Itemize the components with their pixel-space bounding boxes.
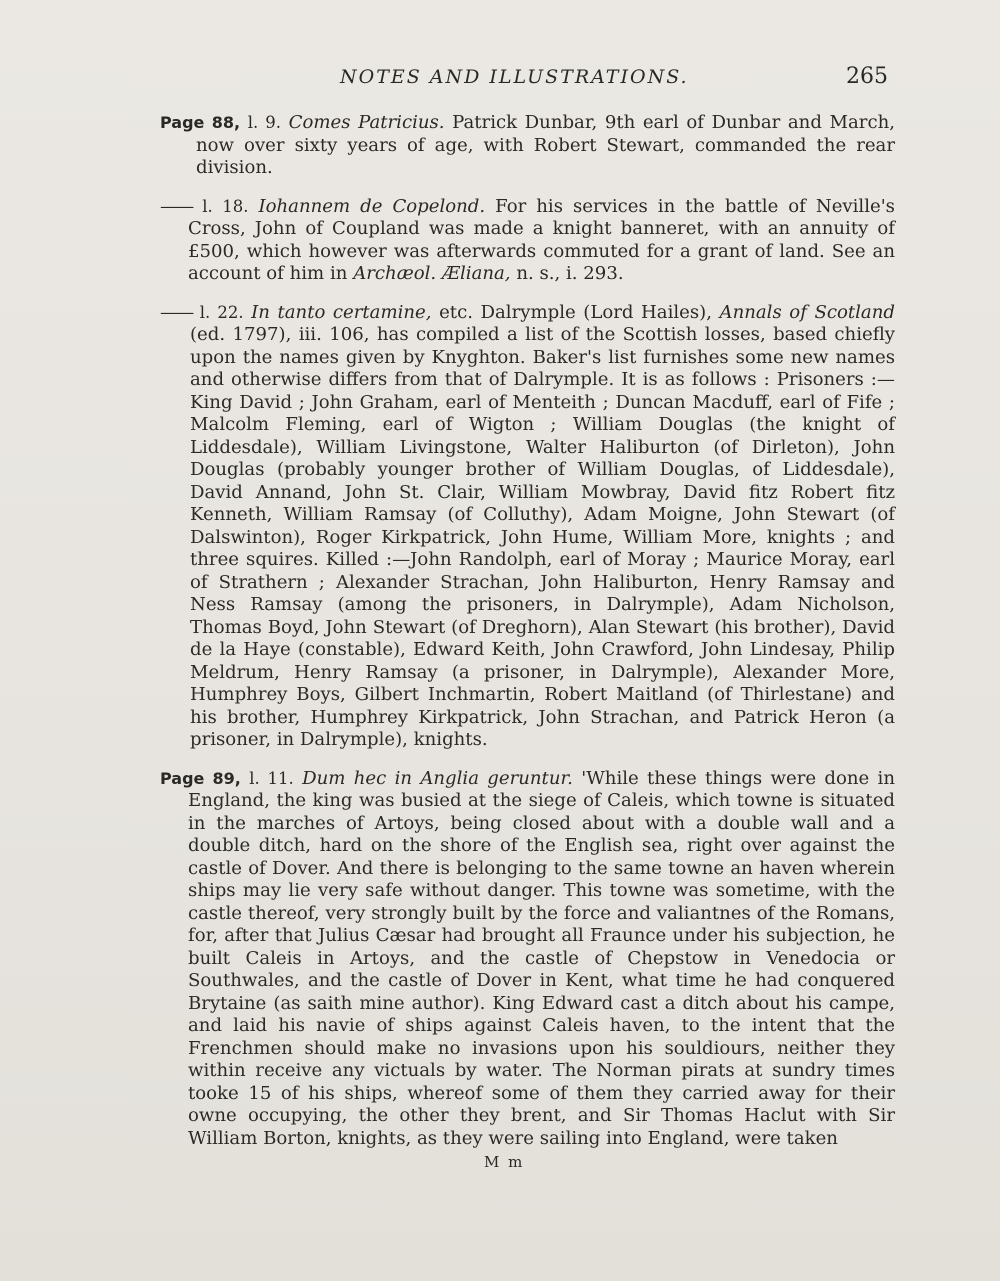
note-line: l. 22. (199, 302, 244, 322)
note-lemma: Comes Patricius. (288, 112, 445, 133)
note-text-a: etc. Dalrymple (Lord Hailes), (439, 301, 712, 323)
note-page-88-line-9 (160, 112, 895, 180)
note-line: l. 9. (247, 113, 282, 132)
note-italic-ref: Annals of Scotland (719, 301, 895, 323)
running-title: NOTES AND ILLUSTRATIONS. (340, 66, 689, 88)
note-line: l. 11. (249, 768, 294, 788)
note-line-18 (160, 196, 895, 286)
page-number: 265 (846, 64, 888, 89)
note-italic-ref: Archæol. Æliana, (353, 263, 511, 284)
note-line: l. 18. (202, 196, 249, 216)
note-text: For his services in the battle of Neville's Cross, John of Coupland was made a knight banneret, with an annuity of £500, which however was afterwards commuted for a grant of land. See an account of him in (188, 195, 895, 284)
notes-body (160, 112, 895, 1166)
note-ref-dash: —— (160, 301, 193, 323)
note-ref: Page 89, (160, 768, 241, 788)
note-text-end: n. s., i. 293. (516, 263, 624, 284)
note-page-89-line-11 (160, 768, 895, 1151)
note-lemma: Iohannem de Copelond. (258, 195, 486, 217)
note-ref-dash: —— (160, 195, 193, 217)
note-ref: Page 88, (160, 113, 241, 132)
note-lemma: Dum hec in Anglia geruntur. (302, 767, 573, 789)
note-text-b: (ed. 1797), iii. 106, has compiled a list of the Scottish losses, based chiefly upon the names given by Knyghton. Baker's list furnishes some new names and otherwise differs from that of Dalrymple. It is as follows : Prisoners :—King David ; John Graham, earl of Menteith ; Duncan Macduff, earl of Fife ; Malcolm Fleming, earl of Wigton ; William Douglas (the knight of Liddesdale), William Livingstone, Walter Haliburton (of Dirleton), John Douglas (probably younger brother of William Douglas, of Liddesdale), David Annand, John St. Clair, William Mowbray, David fitz Robert fitz Kenneth, William Ramsay (of Colluthy), Adam Moigne, John Stewart (of Dalswinton), Roger Kirkpatrick, John Hume, William More, knights ; and three squires. Killed :—John Randolph, earl of Moray ; Maurice Moray, earl of Strathern ; Alexander Strachan, John Haliburton, Henry Ramsay and Ness Ramsay (among the prisoners, in Dalrymple), Adam Nicholson, Thomas Boyd, John Stewart (of Dreghorn), Alan Stewart (his brother), David de la Haye (constable), Edward Keith, John Crawford, John Lindesay, Philip Meldrum, Henry Ramsay (a prisoner, in Dalrymple), Alexander More, Humphrey Boys, Gilbert Inchmartin, Robert Maitland (of Thirlestane) and his brother, Humphrey Kirkpatrick, John Strachan, and Patrick Heron (a prisoner, in Dalrymple), knights. (190, 324, 895, 750)
note-text: Patrick Dunbar, 9th earl of Dunbar and March, now over sixty years of age, with Robert Stewart, commanded the rear division. (196, 112, 895, 178)
signature-mark: M m (484, 1153, 525, 1171)
note-lemma: In tanto certamine, (251, 301, 432, 323)
note-text: 'While these things were done in England, the king was busied at the siege of Caleis, which towne is situated in the marches of Artoys, being closed about with a double wall and a double ditch, hard on the shore of the English sea, right over against the castle of Dover. And there is belonging to the same towne an haven wherein ships may lie very safe without danger. This towne was sometime, with the castle thereof, very strongly built by the force and valiantnes of the Romans, for, after that Julius Cæsar had brought all Fraunce under his subjection, he built Caleis in Artoys, and the castle of Chepstow in Venedocia or Southwales, and the castle of Dover in Kent, what time he had conquered Brytaine (as saith mine author). King Edward cast a ditch about his campe, and laid his navie of ships against Caleis haven, to the intent that the Frenchmen should make no invasions upon his souldiours, neither they within receive any victuals by water. The Norman pirats at sundry times tooke 15 of his ships, whereof some of them they carried away for their owne occupying, the other they brent, and Sir Thomas Haclut with Sir William Borton, knights, as they were sailing into England, were taken (188, 767, 895, 1149)
running-head (0, 66, 1000, 106)
note-line-22 (160, 302, 895, 752)
